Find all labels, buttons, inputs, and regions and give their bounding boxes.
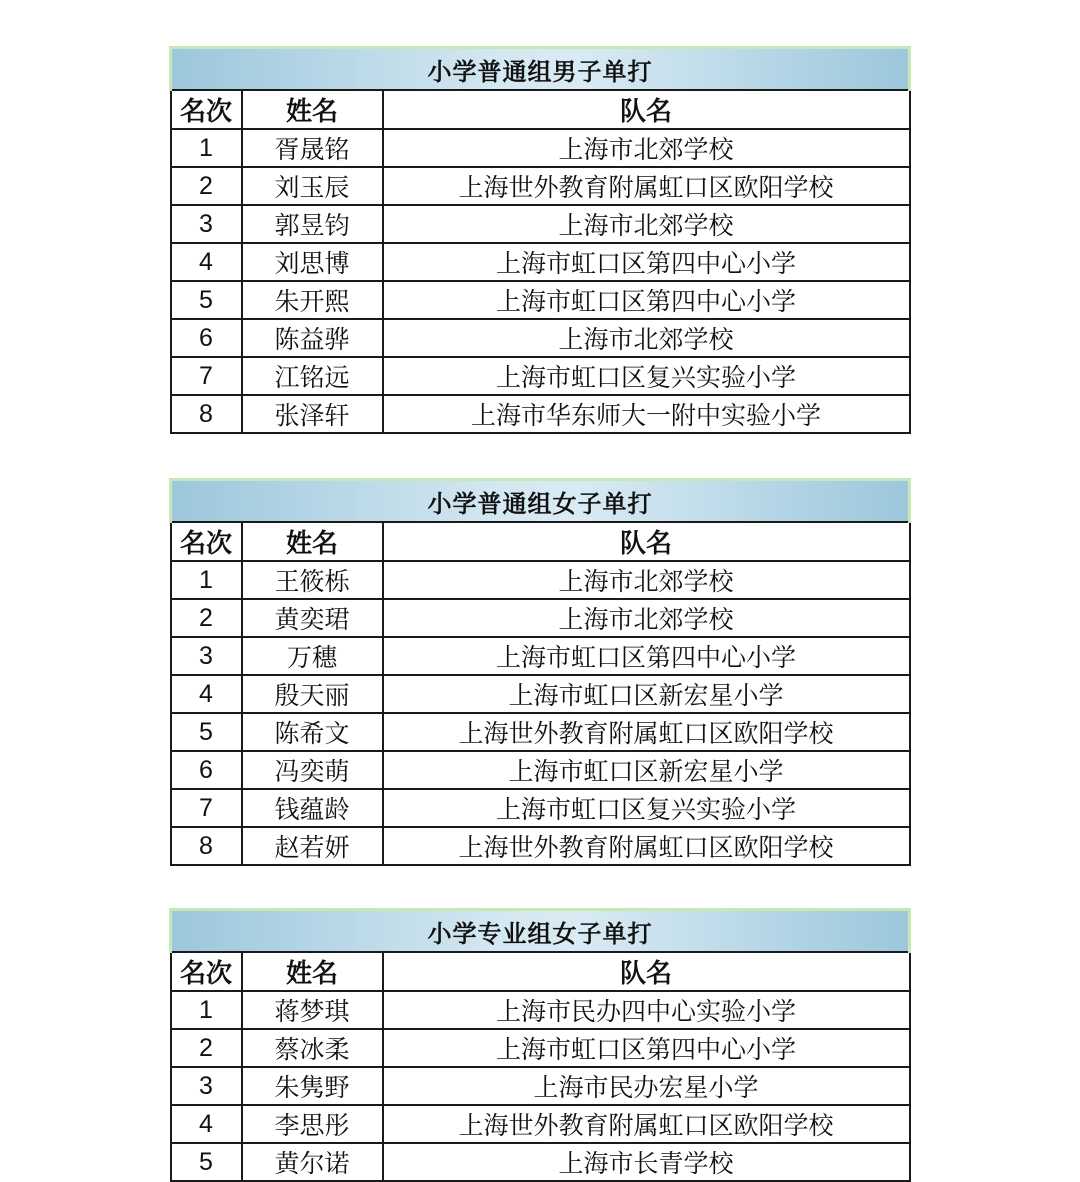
table-row: [171, 991, 910, 1029]
rank-cell: 5: [171, 713, 242, 751]
rank-cell: 3: [171, 637, 242, 675]
table-row: [171, 243, 910, 281]
team-cell: 上海世外教育附属虹口区欧阳学校: [383, 827, 910, 865]
name-cell: 黄尔诺: [242, 1143, 383, 1181]
name-header: 姓名: [242, 952, 383, 991]
name-cell: 钱蕴龄: [242, 789, 383, 827]
table-header-row: [171, 952, 910, 991]
rank-header: 名次: [171, 952, 242, 991]
team-cell: 上海市虹口区第四中心小学: [383, 243, 910, 281]
rank-cell: 5: [171, 281, 242, 319]
rank-cell: 8: [171, 827, 242, 865]
table-row: [171, 751, 910, 789]
team-cell: 上海市虹口区第四中心小学: [383, 281, 910, 319]
table-title: 小学普通组男子单打: [171, 48, 910, 91]
rank-cell: 2: [171, 599, 242, 637]
team-cell: 上海市长青学校: [383, 1143, 910, 1181]
rank-cell: 7: [171, 357, 242, 395]
table-row: [171, 1105, 910, 1143]
name-cell: 蒋梦琪: [242, 991, 383, 1029]
team-cell: 上海市民办四中心实验小学: [383, 991, 910, 1029]
table-title: 小学普通组女子单打: [171, 480, 910, 523]
team-header: 队名: [383, 952, 910, 991]
rank-cell: 3: [171, 1067, 242, 1105]
table-row: [171, 637, 910, 675]
team-cell: 上海市北郊学校: [383, 319, 910, 357]
team-cell: 上海市虹口区新宏星小学: [383, 675, 910, 713]
rank-cell: 8: [171, 395, 242, 433]
rank-cell: 6: [171, 319, 242, 357]
rank-cell: 4: [171, 243, 242, 281]
team-cell: 上海市北郊学校: [383, 561, 910, 599]
team-cell: 上海市北郊学校: [383, 205, 910, 243]
name-cell: 郭昱钧: [242, 205, 383, 243]
table-row: [171, 395, 910, 433]
name-cell: 江铭远: [242, 357, 383, 395]
name-cell: 张泽轩: [242, 395, 383, 433]
name-header: 姓名: [242, 522, 383, 561]
table-row: [171, 561, 910, 599]
team-header: 队名: [383, 522, 910, 561]
name-cell: 黄奕珺: [242, 599, 383, 637]
table-row: [171, 319, 910, 357]
table-row: [171, 205, 910, 243]
name-cell: 万穗: [242, 637, 383, 675]
rank-cell: 1: [171, 991, 242, 1029]
team-cell: 上海市虹口区复兴实验小学: [383, 789, 910, 827]
name-cell: 陈益骅: [242, 319, 383, 357]
name-header: 姓名: [242, 90, 383, 129]
table-row: [171, 357, 910, 395]
table-row: [171, 129, 910, 167]
rank-cell: 3: [171, 205, 242, 243]
table-title-row: [171, 480, 910, 523]
name-cell: 朱开熙: [242, 281, 383, 319]
rank-cell: 2: [171, 1029, 242, 1067]
table-title-row: [171, 910, 910, 953]
results-table-primary-general-boys-singles: [169, 46, 911, 434]
rank-cell: 4: [171, 675, 242, 713]
table-row: [171, 827, 910, 865]
team-header: 队名: [383, 90, 910, 129]
team-cell: 上海市虹口区第四中心小学: [383, 1029, 910, 1067]
rank-cell: 4: [171, 1105, 242, 1143]
table-title-row: [171, 48, 910, 91]
rank-cell: 1: [171, 561, 242, 599]
results-table-primary-general-girls-singles: [169, 478, 911, 866]
table-row: [171, 1029, 910, 1067]
table-row: [171, 675, 910, 713]
table-row: [171, 1143, 910, 1181]
rank-header: 名次: [171, 522, 242, 561]
team-cell: 上海市华东师大一附中实验小学: [383, 395, 910, 433]
name-cell: 朱隽野: [242, 1067, 383, 1105]
name-cell: 赵若妍: [242, 827, 383, 865]
team-cell: 上海市民办宏星小学: [383, 1067, 910, 1105]
name-cell: 王筱栎: [242, 561, 383, 599]
table-row: [171, 1067, 910, 1105]
table-row: [171, 167, 910, 205]
team-cell: 上海市虹口区新宏星小学: [383, 751, 910, 789]
name-cell: 殷天丽: [242, 675, 383, 713]
name-cell: 陈希文: [242, 713, 383, 751]
table-header-row: [171, 90, 910, 129]
team-cell: 上海市虹口区复兴实验小学: [383, 357, 910, 395]
team-cell: 上海市北郊学校: [383, 599, 910, 637]
name-cell: 冯奕萌: [242, 751, 383, 789]
table-header-row: [171, 522, 910, 561]
team-cell: 上海世外教育附属虹口区欧阳学校: [383, 1105, 910, 1143]
name-cell: 蔡冰柔: [242, 1029, 383, 1067]
name-cell: 李思彤: [242, 1105, 383, 1143]
team-cell: 上海世外教育附属虹口区欧阳学校: [383, 713, 910, 751]
team-cell: 上海世外教育附属虹口区欧阳学校: [383, 167, 910, 205]
table-row: [171, 281, 910, 319]
team-cell: 上海市虹口区第四中心小学: [383, 637, 910, 675]
name-cell: 胥晟铭: [242, 129, 383, 167]
name-cell: 刘思博: [242, 243, 383, 281]
team-cell: 上海市北郊学校: [383, 129, 910, 167]
table-row: [171, 599, 910, 637]
rank-cell: 6: [171, 751, 242, 789]
results-table-primary-pro-girls-singles: [169, 908, 911, 1182]
rank-cell: 5: [171, 1143, 242, 1181]
table-row: [171, 789, 910, 827]
rank-cell: 7: [171, 789, 242, 827]
rank-cell: 1: [171, 129, 242, 167]
rank-header: 名次: [171, 90, 242, 129]
table-title: 小学专业组女子单打: [171, 910, 910, 953]
name-cell: 刘玉辰: [242, 167, 383, 205]
rank-cell: 2: [171, 167, 242, 205]
table-row: [171, 713, 910, 751]
